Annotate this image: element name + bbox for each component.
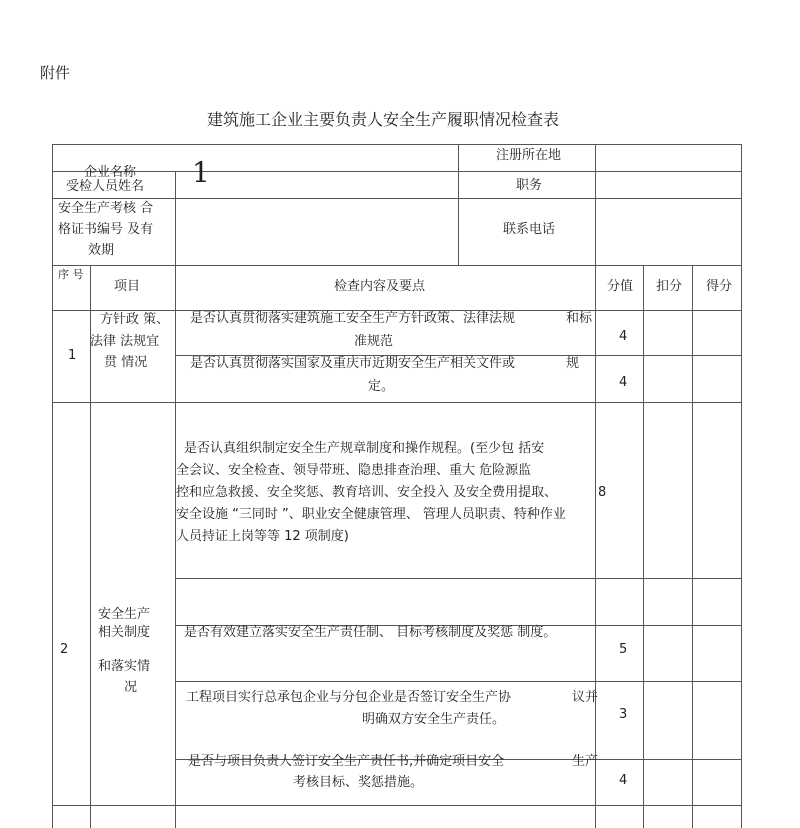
document-title: 建筑施工企业主要负责人安全生产履职情况检查表 — [206, 110, 559, 129]
row-item-line3: 和落实情 — [98, 659, 151, 674]
score-value: 4 — [619, 375, 628, 390]
check-content-line: 安全设施 “三同时 ”、职业安全健康管理、 管理人员职责、特种作业 — [176, 507, 566, 522]
score-value: 8 — [598, 485, 607, 500]
inspectee-name-value[interactable]: 1 — [192, 156, 210, 189]
score-value: 4 — [619, 773, 628, 788]
row-item-line2: 法律 法规宜 — [90, 334, 160, 349]
position-label: 职务 — [516, 178, 543, 193]
check-content-line: 议并 — [572, 690, 599, 705]
check-content-line: 控和应急救援、安全奖惩、教育培训、安全投入 及安全费用提取、 — [176, 485, 558, 500]
attachment-label: 附件 — [40, 64, 71, 82]
check-content-line: 定。 — [368, 379, 395, 394]
score-value: 3 — [619, 707, 628, 722]
row-item-line1: 方针政 策、 — [100, 312, 170, 327]
score-value: 4 — [619, 329, 628, 344]
registration-location-label: 注册所在地 — [496, 148, 562, 163]
check-content-line: 是否认真组织制定安全生产规章制度和操作规程。(至少包 括安 — [184, 441, 545, 456]
check-content-line: 生产 — [572, 754, 599, 769]
phone-label: 联系电话 — [503, 222, 556, 237]
row-seq: 1 — [68, 348, 77, 363]
cert-label-line1: 安全生产考核 合 — [58, 201, 154, 216]
check-content-line: 准规范 — [354, 334, 394, 349]
col-header-deduct: 扣分 — [656, 279, 683, 294]
check-content-line: 是否认真贯彻落实建筑施工安全生产方针政策、法律法规 — [190, 311, 516, 326]
check-content-line: 全会议、安全检查、领导带班、隐患排查治理、重大 危险源监 — [176, 463, 532, 478]
row-item-line1: 安全生产 — [98, 607, 151, 622]
check-content-line: 是否有效建立落实安全生产责任制、 目标考核制度及奖惩 制度。 — [184, 625, 557, 640]
check-content-line: 考核目标、奖惩措施。 — [293, 775, 424, 790]
col-header-got: 得分 — [706, 279, 733, 294]
check-content-line: 是否认真贯彻落实国家及重庆市近期安全生产相关文件或 — [190, 356, 516, 371]
check-content-line: 规 — [566, 356, 580, 371]
cert-label-line3: 效期 — [88, 243, 115, 258]
check-content-line: 工程项目实行总承包企业与分包企业是否签订安全生产协 — [186, 690, 512, 705]
row-item-line4: 况 — [124, 680, 138, 695]
row-item-line3: 贯 情况 — [104, 355, 148, 370]
check-content-line: 和标 — [566, 311, 593, 326]
row-seq: 2 — [60, 642, 69, 657]
inspectee-name-label: 受检人员姓名 — [66, 179, 145, 194]
check-content-line: 明确双方安全生产责任。 — [362, 712, 506, 727]
col-header-content: 检查内容及要点 — [334, 279, 426, 294]
cert-label-line2: 格证书编号 及有 — [58, 222, 154, 237]
company-name-label: 企业名称 — [84, 165, 137, 180]
col-header-score: 分值 — [607, 279, 634, 294]
score-value: 5 — [619, 642, 628, 657]
col-header-item: 项目 — [114, 279, 141, 294]
col-header-seq: 序 号 — [58, 268, 84, 281]
check-content-line: 人员持证上岗等等 12 项制度) — [176, 529, 349, 544]
row-item-line2: 相关制度 — [98, 625, 151, 640]
check-content-line: 是否与项目负责人签订安全生产责任书,并确定项目安全 — [188, 754, 505, 769]
